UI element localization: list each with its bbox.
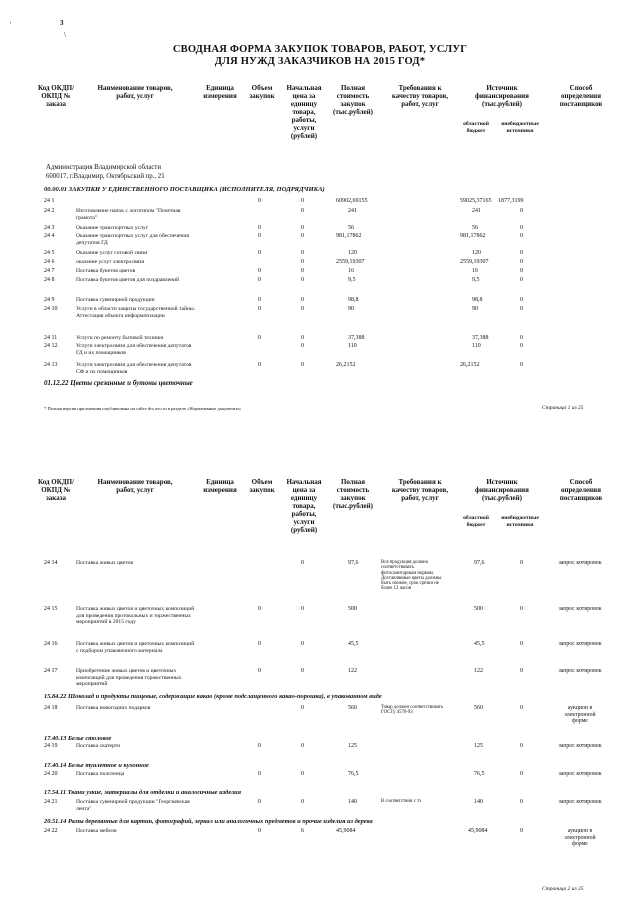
table-row-volume: 0 <box>258 799 261 805</box>
table-row-regional: 76,5 <box>474 771 485 777</box>
header-method: Способ определения поставщиков <box>559 84 603 108</box>
table-row-requirements: Вся продукция должна соответствовать фитосанитарным нормам. Доставляемые цветы должны быть свежие, срок срезки не более 12 часов <box>381 560 442 592</box>
table-row-code: 24 10 <box>44 306 58 312</box>
table-row-total: 500 <box>348 606 357 612</box>
table-row-code: 24 4 <box>44 233 55 239</box>
table-row-price: 0 <box>301 268 304 274</box>
table-row-regional: 9,5 <box>472 277 480 283</box>
table-row-price: 6 <box>301 828 304 834</box>
table-row-total: 56 <box>348 225 354 231</box>
table-row-regional: 45,5 <box>474 641 485 647</box>
table-row-regional: 110 <box>472 343 481 349</box>
section-heading: 17.40.14 Белье туалетное и кухонное <box>44 762 149 769</box>
table-row-code: 24 12 <box>44 343 58 349</box>
table-row-price: 0 <box>301 743 304 749</box>
table-row-volume: 0 <box>258 277 261 283</box>
section-heading: 00.00.01 ЗАКУПКИ У ЕДИНСТВЕННОГО ПОСТАВЩИКА (ИСПОЛНИТЕЛЯ, ПОДРЯДЧИКА) <box>44 186 325 193</box>
header-total: Полная стоимость закупок (тыс.рублей) <box>332 84 374 116</box>
table-row-price: 0 <box>301 705 304 711</box>
table-row-name: Оказание транспортных услуг для обеспечения депутатов ГД <box>76 233 189 246</box>
table-row-regional: 2559,19307 <box>460 259 489 265</box>
table-row-total: 9,5 <box>348 277 356 283</box>
table-row-price: 0 <box>301 799 304 805</box>
table-row-total: 125 <box>348 743 357 749</box>
table-row-total: 60902,69155 <box>336 198 368 204</box>
table-row-regional: 125 <box>474 743 483 749</box>
table-row-regional: 981,17862 <box>460 233 486 239</box>
table-row-total: 981,17862 <box>336 233 362 239</box>
header-source-regional: областной бюджет <box>463 515 489 528</box>
table-row-regional: 500 <box>474 606 483 612</box>
table-row-offbudget: 0 <box>520 208 523 214</box>
table-row-total: 97,6 <box>348 560 359 566</box>
table-row-code: 24 6 <box>44 259 55 265</box>
table-row-offbudget: 0 <box>520 771 523 777</box>
table-row-method: запрос котировок <box>558 560 602 566</box>
table-row-regional: 241 <box>472 208 481 214</box>
table-row-code: 24 21 <box>44 799 58 805</box>
customer-name: Администрация Владимирской области <box>46 164 161 171</box>
section-heading: 17.54.11 Ткани узкие, материалы для отделки и аналогичные изделия <box>44 789 242 796</box>
table-row-code: 24 15 <box>44 606 58 612</box>
table-row-offbudget: 1877,3199 <box>498 198 524 204</box>
table-row-name: Поставка букетов цветов для поздравлений <box>76 277 180 283</box>
table-row-name: Поставка скатерти <box>76 743 121 749</box>
table-row-price: 0 <box>301 198 304 204</box>
header-volume: Объем закупок <box>249 84 275 100</box>
footnote: * Полная версия приложения опубликована на сайте dro.avo.ru в разделе «Нормативные документы» <box>44 406 242 411</box>
header-source: Источник финансирования (тыс.рублей) <box>475 84 529 108</box>
table-row-offbudget: 0 <box>520 306 523 312</box>
header-name: Наименование товаров, работ, услуг <box>97 478 173 494</box>
table-row-total: 120 <box>348 250 357 256</box>
table-row-total: 45,9084 <box>336 828 356 834</box>
header-source-offbudget: внебюджетные источники <box>501 515 539 528</box>
document-title-line-2: ДЛЯ НУЖД ЗАКАЗЧИКОВ НА 2015 ГОД* <box>214 56 426 67</box>
table-row-volume: 0 <box>258 641 261 647</box>
document-title-line-1: СВОДНАЯ ФОРМА ЗАКУПОК ТОВАРОВ, РАБОТ, УСЛУГ <box>172 44 468 55</box>
table-row-price: 0 <box>301 297 304 303</box>
header-price: Начальная цена за единицу товара, работы, услуги (рублей) <box>286 84 322 140</box>
table-row-total: 122 <box>348 668 357 674</box>
header-unit: Единица измерения <box>203 478 237 494</box>
table-row-total: 241 <box>348 208 357 214</box>
table-row-regional: 45,9084 <box>468 828 488 834</box>
table-row-volume: 0 <box>258 268 261 274</box>
header-price: Начальная цена за единицу товара, работы, услуги (рублей) <box>286 478 322 534</box>
table-row-offbudget: 0 <box>520 668 523 674</box>
table-row-volume: 0 <box>258 225 261 231</box>
section-heading: 01.12.22 Цветы срезанные и бутоны цветочные <box>44 379 193 387</box>
table-row-offbudget: 0 <box>520 362 523 368</box>
table-row-total: 140 <box>348 799 357 805</box>
table-row-code: 24 9 <box>44 297 55 303</box>
table-row-method: аукцион в электронной форме <box>564 705 596 724</box>
table-row-volume: 0 <box>258 771 261 777</box>
table-row-total: 2559,19307 <box>336 259 365 265</box>
table-row-name: Поставка новогодних подарков <box>76 705 151 711</box>
table-row-name: Поставка мебели <box>76 828 117 834</box>
table-row-code: 24 13 <box>44 362 58 368</box>
table-row-offbudget: 0 <box>520 335 523 341</box>
table-row-regional: 90 <box>472 306 478 312</box>
table-row-name: Поставка сувенирной продукции "Георгиевская лента" <box>76 799 190 812</box>
table-row-total: 76,5 <box>348 771 359 777</box>
table-row-regional: 98,8 <box>472 297 483 303</box>
header-name: Наименование товаров, работ, услуг <box>97 84 173 100</box>
table-row-offbudget: 0 <box>520 705 523 711</box>
table-row-code: 24 3 <box>44 225 55 231</box>
table-row-regional: 59025,37165 <box>460 198 492 204</box>
header-unit: Единица измерения <box>203 84 237 100</box>
header-source-regional: областной бюджет <box>463 121 489 134</box>
table-row-code: 24 16 <box>44 641 58 647</box>
table-row-code: 24 14 <box>44 560 58 566</box>
table-row-method: аукцион в электронной форме <box>564 828 596 847</box>
header-total: Полная стоимость закупок (тыс.рублей) <box>332 478 374 510</box>
table-row-regional: 16 <box>472 268 478 274</box>
page-mark-2: 3 <box>60 19 64 27</box>
table-row-total: 98,8 <box>348 297 359 303</box>
table-row-regional: 120 <box>472 250 481 256</box>
page-mark-1: ' <box>10 21 12 29</box>
page-number-1: Страница 1 из 25 <box>542 405 584 411</box>
table-row-price: 0 <box>301 250 304 256</box>
table-row-code: 24 11 <box>44 335 58 341</box>
table-row-price: 0 <box>301 343 304 349</box>
table-row-price: 0 <box>301 259 304 265</box>
table-row-code: 24 2 <box>44 208 55 214</box>
section-heading: 20.51.14 Рамы деревянные для картин, фотографий, зеркал или аналогичных предметов и прочие изделия из дерева <box>44 818 373 825</box>
table-row-volume: 0 <box>258 668 261 674</box>
table-row-name: Услуги электросвязи для обеспечения депутатов ГД и их помощников <box>76 343 192 356</box>
table-row-price: 0 <box>301 277 304 283</box>
table-row-offbudget: 0 <box>520 343 523 349</box>
table-row-regional: 26,2152 <box>460 362 480 368</box>
table-row-offbudget: 0 <box>520 233 523 239</box>
table-row-volume: 0 <box>258 606 261 612</box>
table-row-code: 24 18 <box>44 705 58 711</box>
table-row-price: 0 <box>301 233 304 239</box>
table-row-method: запрос котировок <box>558 771 602 777</box>
table-row-volume: 0 <box>258 828 261 834</box>
table-row-volume: 0 <box>258 335 261 341</box>
table-row-name: Поставка живых цветов и цветочных композиций с подбором упаковочного материала <box>76 641 195 654</box>
table-row-method: запрос котировок <box>558 668 602 674</box>
table-row-method: запрос котировок <box>558 799 602 805</box>
table-row-price: 0 <box>301 668 304 674</box>
table-row-volume: 0 <box>258 362 261 368</box>
table-row-total: 45,5 <box>348 641 359 647</box>
table-row-name: Приобретение живых цветов и цветочных композиций для проведения торжественных мероприятий <box>76 668 182 688</box>
table-row-offbudget: 0 <box>520 225 523 231</box>
table-row-code: 24 17 <box>44 668 58 674</box>
table-row-offbudget: 0 <box>520 743 523 749</box>
table-row-name: Услуги в области защиты государственной тайны. Аттестация объекта информатизации <box>76 306 196 319</box>
table-row-price: 0 <box>301 335 304 341</box>
header-source: Источник финансирования (тыс.рублей) <box>475 478 529 502</box>
table-row-name: Поставка живых цветов <box>76 560 133 566</box>
table-row-code: 24 20 <box>44 771 58 777</box>
table-row-name: Оказание услуг сотовой связи <box>76 250 148 256</box>
header-requirements: Требования к качеству товаров, работ, услуг <box>391 84 449 108</box>
table-row-method: запрос котировок <box>558 606 602 612</box>
table-row-offbudget: 0 <box>520 560 523 566</box>
page-number-2: Страница 2 из 25 <box>542 886 584 892</box>
header-requirements: Требования к качеству товаров, работ, услуг <box>391 478 449 502</box>
table-row-offbudget: 0 <box>520 828 523 834</box>
table-row-offbudget: 0 <box>520 259 523 265</box>
table-row-code: 24 19 <box>44 743 58 749</box>
table-row-offbudget: 0 <box>520 641 523 647</box>
table-row-regional: 56 <box>472 225 478 231</box>
table-row-requirements: В соответствии с тз <box>381 799 422 804</box>
table-row-volume: 0 <box>258 306 261 312</box>
section-heading: 17.40.13 Белье столовое <box>44 735 112 742</box>
header-source-offbudget: внебюджетные источники <box>501 121 539 134</box>
table-row-offbudget: 0 <box>520 297 523 303</box>
table-row-offbudget: 0 <box>520 268 523 274</box>
table-row-regional: 37,388 <box>472 335 489 341</box>
table-row-name: Услуги электросвязи для обеспечения депутатов СФ и их помощников <box>76 362 192 375</box>
table-row-name: Поставка полотенца <box>76 771 125 777</box>
table-row-price: 0 <box>301 306 304 312</box>
table-row-offbudget: 0 <box>520 606 523 612</box>
table-row-total: 560 <box>348 705 357 711</box>
table-row-offbudget: 0 <box>520 250 523 256</box>
table-row-code: 24 8 <box>44 277 55 283</box>
header-method: Способ определения поставщиков <box>559 478 603 502</box>
header-code: Код ОКДП/ ОКПД № заказа <box>37 478 75 502</box>
table-row-offbudget: 0 <box>520 277 523 283</box>
table-row-method: запрос котировок <box>558 743 602 749</box>
table-row-total: 26,2152 <box>336 362 356 368</box>
table-row-volume: 0 <box>258 250 261 256</box>
table-row-volume: 0 <box>258 198 261 204</box>
table-row-price: 0 <box>301 771 304 777</box>
table-row-requirements: Товар должен соответствовать ГОСТу 4570-93 <box>381 705 444 716</box>
table-row-price: 0 <box>301 641 304 647</box>
table-row-price: 0 <box>301 225 304 231</box>
table-row-volume: 0 <box>258 233 261 239</box>
header-volume: Объем закупок <box>249 478 275 494</box>
table-row-regional: 97,6 <box>474 560 485 566</box>
table-row-total: 37,388 <box>348 335 365 341</box>
section-heading: 15.84.22 Шоколад и продукты пищевые, содержащие какао (кроме подслащенного какао-порошка), в упакованном виде <box>44 693 382 700</box>
table-row-regional: 560 <box>474 705 483 711</box>
table-row-price: 0 <box>301 560 304 566</box>
page-mark-3: \ <box>64 31 66 39</box>
table-row-method: запрос котировок <box>558 641 602 647</box>
table-row-code: 24 7 <box>44 268 55 274</box>
table-row-regional: 140 <box>474 799 483 805</box>
table-row-price: 0 <box>301 606 304 612</box>
table-row-name: Поставка букетов цветов <box>76 268 136 274</box>
table-row-price: 0 <box>301 208 304 214</box>
table-row-code: 24 1 <box>44 198 55 204</box>
table-row-name: Оказание транспортных услуг <box>76 225 149 231</box>
table-row-offbudget: 0 <box>520 799 523 805</box>
table-row-code: 24 22 <box>44 828 58 834</box>
table-row-name: оказание услуг электросвязи <box>76 259 145 265</box>
table-row-name: Изготовление папок с логотипом "Почетная грамота" <box>76 208 181 221</box>
table-row-name: Поставка сувенирной продукции <box>76 297 155 303</box>
header-code: Код ОКДП/ ОКПД № заказа <box>37 84 75 108</box>
table-row-total: 110 <box>348 343 357 349</box>
table-row-regional: 122 <box>474 668 483 674</box>
table-row-price: 0 <box>301 362 304 368</box>
table-row-code: 24 5 <box>44 250 55 256</box>
customer-address: 600017, г.Владимир, Октябрьский пр., 21 <box>46 173 165 180</box>
table-row-total: 90 <box>348 306 354 312</box>
table-row-total: 16 <box>348 268 354 274</box>
table-row-volume: 0 <box>258 743 261 749</box>
table-row-name: Поставка живых цветов и цветочных композиций для проведения протокольных и торжественных мероприятий в 2015 году <box>76 606 195 626</box>
table-row-volume: 0 <box>258 297 261 303</box>
table-row-name: Услуги по ремонту бытовой техники <box>76 335 164 341</box>
